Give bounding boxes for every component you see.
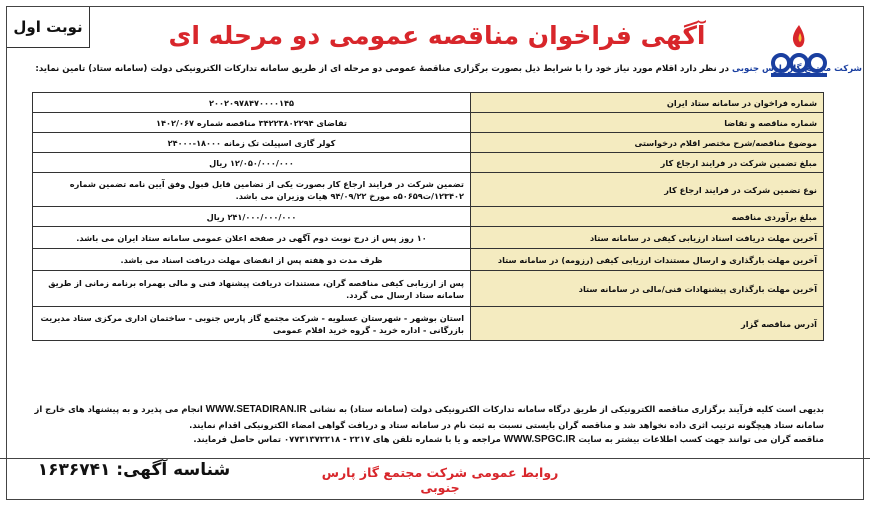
ad-number: شناسه آگهی: ۱۶۳۶۷۴۱ — [37, 460, 231, 480]
footer-text: بدیهی است کلیه فرآیند برگزاری مناقصه الکترونیکی از طریق درگاه سامانه تدارکات الکترونیکی دولت (سامانه ستاد) به نشانی — [309, 404, 824, 414]
row-label: مبلغ برآوردی مناقصه — [471, 207, 824, 227]
row-label: آخرین مهلت دریافت اسناد ارزیابی کیفی در سامانه ستاد — [471, 227, 824, 249]
footer-text: مناقصه گران می توانند جهت کسب اطلاعات بیشتر به سایت — [578, 434, 824, 444]
table-row — [33, 227, 824, 249]
row-value: ظرف مدت دو هفته پس از انقضای مهلت دریافت اسناد می باشد. — [33, 249, 471, 271]
table-row — [33, 93, 824, 113]
row-value: کولر گازی اسپیلت تک زمانه ۱۸۰۰۰-۲۴۰۰۰ — [33, 133, 471, 153]
setadiran-link[interactable]: WWW.SETADIRAN.IR — [205, 404, 307, 415]
row-value: ۱۰ روز پس از درج نوبت دوم آگهی در صفحه اعلان عمومی سامانه ستاد ایران می باشد. — [33, 227, 471, 249]
row-label: مبلغ تضمین شرکت در فرایند ارجاع کار — [471, 153, 824, 173]
row-value: ۲۰۰۲۰۹۷۸۴۷۰۰۰۰۱۴۵ — [33, 93, 471, 113]
public-relations-signature: روابط عمومی شرکت مجتمع گاز پارس جنوبی — [321, 465, 559, 495]
table-row — [33, 173, 824, 207]
footer-line-2: سامانه ستاد هیچگونه ترتیب اثری داده نخواهد شد و مناقصه گران بایستی نسبت به ثبت نام در سامانه ستاد و دریافت گواهی امضاء الکترونیکی اقدام نمایند. — [189, 419, 824, 430]
spgc-link[interactable]: WWW.SPGC.IR — [503, 434, 576, 445]
row-value: ۱۲/۰۵۰/۰۰۰/۰۰۰ ریال — [33, 153, 471, 173]
intro-company: شرکت مجتمع گاز پارس جنوبی — [732, 64, 862, 74]
row-value: تضمین شرکت در فرایند ارجاع کار بصورت یکی از تضامین قابل قبول وفق آیین نامه تضمین شماره ۱۲۳۴۰۲/ت۵۰۶۵۹ه مورخ ۹۴/۰۹/۲۲ هیات وزیران می باشد. — [33, 173, 471, 207]
edition-badge: نوبت اول — [7, 7, 90, 48]
row-label: نوع تضمین شرکت در فرایند ارجاع کار — [471, 173, 824, 207]
row-value: پس از ارزیابی کیفی مناقصه گران، مستندات دریافت پیشنهاد فنی و مالی بهمراه برنامه زمانی از طریق سامانه ستاد ارسال می گردد. — [33, 271, 471, 307]
row-label: شماره فراخوان در سامانه ستاد ایران — [471, 93, 824, 113]
footer-text: مراجعه و یا با شماره تلفن های ۲۲۱۷ - ۰۷۷۳۱۳۷۲۲۱۸ تماس حاصل فرمایند. — [193, 434, 501, 444]
row-value: استان بوشهر - شهرستان عسلویه - شرکت مجتمع گاز پارس جنوبی - ساختمان اداری مرکزی ستاد مدیریت بازرگانی - اداره خرید - گروه خرید اقلام عمومی — [33, 307, 471, 341]
row-label: شماره مناقصه و تقاضا — [471, 113, 824, 133]
table-row — [33, 207, 824, 227]
row-value: تقاضای ۳۴۲۲۳۸۰۲۲۹۴ مناقصه شماره ۱۴۰۲/۰۶۷ — [33, 113, 471, 133]
footer-notes — [32, 402, 824, 448]
footer-line-1 — [32, 402, 824, 418]
intro-text — [10, 62, 862, 76]
footer-text: انجام می پذیرد و به پیشنهاد های خارج از — [34, 404, 203, 414]
table-row — [33, 153, 824, 173]
row-label: آخرین مهلت بارگذاری پیشنهادات فنی/مالی در سامانه ستاد — [471, 271, 824, 307]
ad-title: آگهی فراخوان مناقصه عمومی دو مرحله ای — [168, 21, 706, 50]
table-row — [33, 133, 824, 153]
footer-line-3 — [32, 432, 824, 448]
row-value: ۲۴۱/۰۰۰/۰۰۰/۰۰۰ ریال — [33, 207, 471, 227]
table-row — [33, 271, 824, 307]
table-row — [33, 249, 824, 271]
tender-details-table — [32, 92, 824, 341]
divider — [0, 458, 870, 459]
table-row — [33, 113, 824, 133]
intro-body: در نظر دارد اقلام مورد نیاز خود را با شرایط ذیل بصورت برگزاری مناقصۀ عمومی دو مرحله ای از طریق سامانه تدارکات الکترونیکی دولت (سامانه ستاد) تامین نماید: — [35, 64, 733, 74]
row-label: آخرین مهلت بارگذاری و ارسال مستندات ارزیابی کیفی (رزومه) در سامانه ستاد — [471, 249, 824, 271]
row-label: آدرس مناقصه گزار — [471, 307, 824, 341]
row-label: موضوع مناقصه/شرح مختصر اقلام درخواستی — [471, 133, 824, 153]
table-row — [33, 307, 824, 341]
